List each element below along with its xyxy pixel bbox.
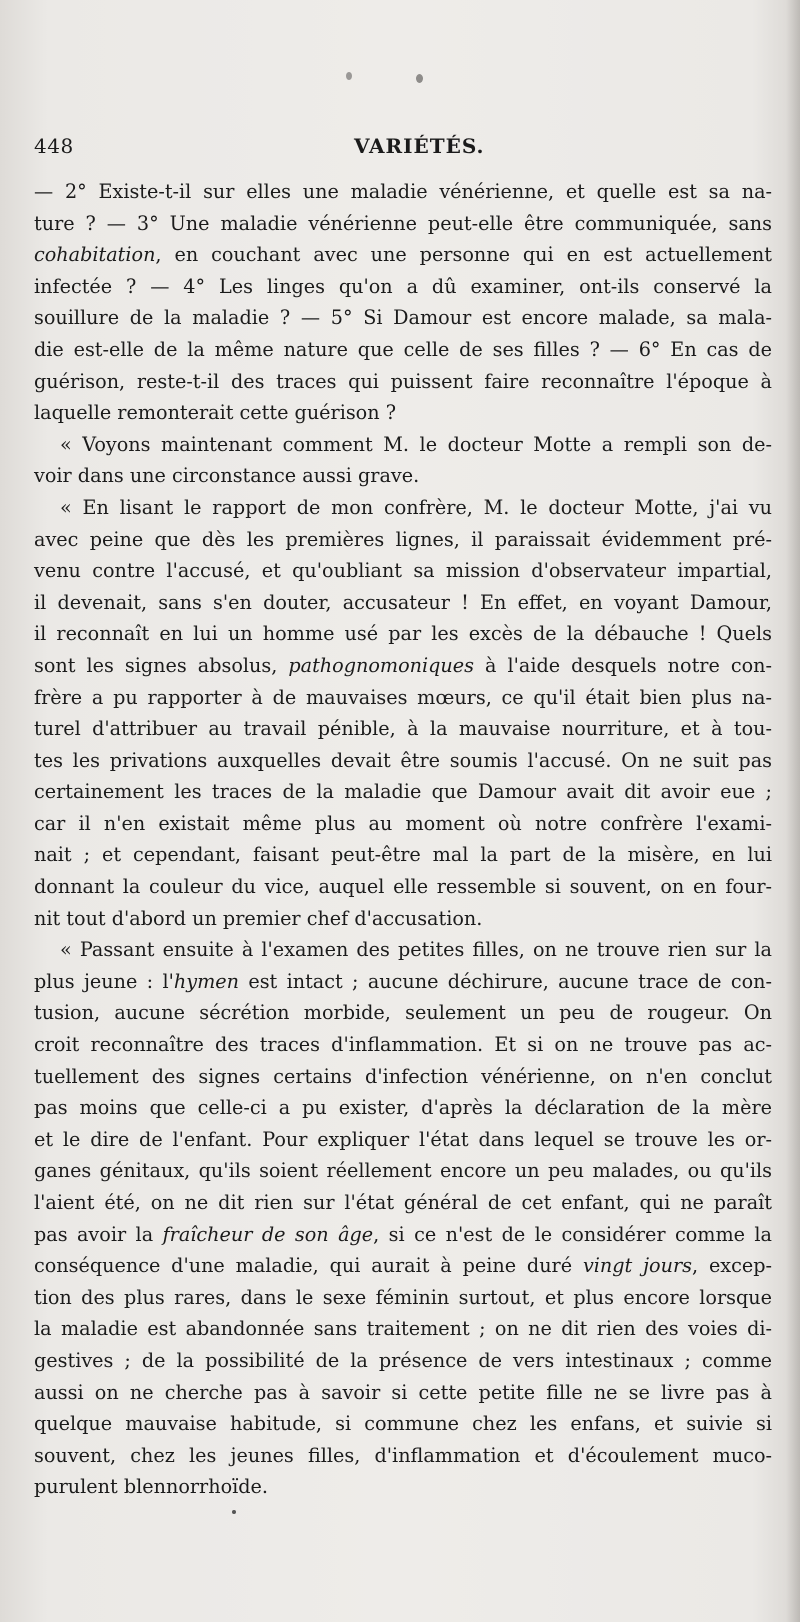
text-line: frère a pu rapporter à de mauvaises mœurs, ce qu'il était bien plus na-: [34, 685, 772, 709]
text-line: car il n'en existait même plus au moment où notre confrère l'exami-: [34, 811, 772, 835]
page-edge-shadow: [786, 0, 800, 1622]
text-line: pas avoir la fraîcheur de son âge, si ce n'est de le considérer comme la: [34, 1222, 772, 1246]
body-text: [34, 176, 772, 1503]
text-line: turel d'attribuer au travail pénible, à la mauvaise nourriture, et à tou-: [34, 717, 772, 741]
text-line: venu contre l'accusé, et qu'oubliant sa mission d'observateur impartial,: [34, 559, 772, 583]
text-line: — 2° Existe-t-il sur elles une maladie vénérienne, et quelle est sa na-: [34, 180, 772, 203]
text-line: aussi on ne cherche pas à savoir si cette petite fille ne se livre pas à: [34, 1380, 772, 1404]
text-line: souvent, chez les jeunes filles, d'inflammation et d'écoulement muco-: [34, 1443, 772, 1467]
print-mark-dot: [232, 1510, 236, 1514]
text-line: plus jeune : l'hymen est intact ; aucune déchirure, aucune trace de con-: [34, 969, 772, 993]
text-line: tes les privations auxquelles devait être soumis l'accusé. On ne suit pas: [34, 748, 772, 772]
text-line: « En lisant le rapport de mon confrère, M. le docteur Motte, j'ai vu: [60, 495, 772, 519]
text-line: ture ? — 3° Une maladie vénérienne peut-elle être communiquée, sans: [34, 211, 772, 235]
text-line: il devenait, sans s'en douter, accusateur ! En effet, en voyant Damour,: [34, 590, 772, 614]
text-line: tuellement des signes certains d'infection vénérienne, on n'en conclut: [34, 1064, 772, 1088]
page-header: [34, 134, 764, 164]
text-line: souillure de la maladie ? — 5° Si Damour est encore malade, sa mala-: [34, 306, 772, 330]
text-line: infectée ? — 4° Les linges qu'on a dû examiner, ont-ils conservé la: [34, 274, 772, 298]
running-head: VARIÉTÉS.: [354, 134, 485, 158]
text-line: conséquence d'une maladie, qui aurait à peine duré vingt jours, excep-: [34, 1254, 772, 1278]
text-line: gestives ; de la possibilité de la présence de vers intestinaux ; comme: [34, 1348, 772, 1372]
text-line: nait ; et cependant, faisant peut-être mal la part de la misère, en lui: [34, 843, 772, 867]
text-line: « Voyons maintenant comment M. le docteur Motte a rempli son de-: [60, 432, 772, 456]
text-line: croit reconnaître des traces d'inflammation. Et si on ne trouve pas ac-: [34, 1033, 772, 1057]
text-line: et le dire de l'enfant. Pour expliquer l'état dans lequel se trouve les or-: [34, 1127, 772, 1151]
text-line: voir dans une circonstance aussi grave.: [34, 464, 420, 488]
print-mark-dot: [416, 74, 423, 83]
page-number: 448: [34, 134, 74, 158]
text-line: cohabitation, en couchant avec une personne qui en est actuellement: [34, 243, 772, 267]
text-line: die est-elle de la même nature que celle de ses filles ? — 6° En cas de: [34, 337, 772, 361]
text-line: il reconnaît en lui un homme usé par les excès de la débauche ! Quels: [34, 622, 772, 646]
text-line: l'aient été, on ne dit rien sur l'état général de cet enfant, qui ne paraît: [34, 1191, 772, 1214]
text-line: certainement les traces de la maladie que Damour avait dit avoir eue ;: [34, 780, 772, 804]
text-line: nit tout d'abord un premier chef d'accusation.: [34, 906, 483, 930]
text-line: pas moins que celle-ci a pu exister, d'après la déclaration de la mère: [34, 1096, 772, 1120]
text-line: laquelle remonterait cette guérison ?: [34, 401, 396, 425]
text-line: la maladie est abandonnée sans traitement ; on ne dit rien des voies di-: [34, 1317, 772, 1341]
text-line: guérison, reste-t-il des traces qui puissent faire reconnaître l'époque à: [34, 369, 772, 393]
text-line: purulent blennorrhoïde.: [34, 1475, 268, 1499]
text-line: quelque mauvaise habitude, si commune chez les enfans, et suivie si: [34, 1412, 772, 1436]
text-line: avec peine que dès les premières lignes, il paraissait évidemment pré-: [34, 527, 772, 551]
text-line: ganes génitaux, qu'ils soient réellement encore un peu malades, ou qu'ils: [34, 1159, 772, 1183]
text-line: tusion, aucune sécrétion morbide, seulement un peu de rougeur. On: [34, 1001, 772, 1025]
text-line: sont les signes absolus, pathognomoniques à l'aide desquels notre con-: [34, 653, 772, 677]
text-line: « Passant ensuite à l'examen des petites filles, on ne trouve rien sur la: [60, 938, 772, 962]
text-line: tion des plus rares, dans le sexe féminin surtout, et plus encore lorsque: [34, 1285, 772, 1309]
text-line: donnant la couleur du vice, auquel elle ressemble si souvent, on en four-: [34, 875, 772, 899]
print-mark-dot: [346, 72, 352, 80]
